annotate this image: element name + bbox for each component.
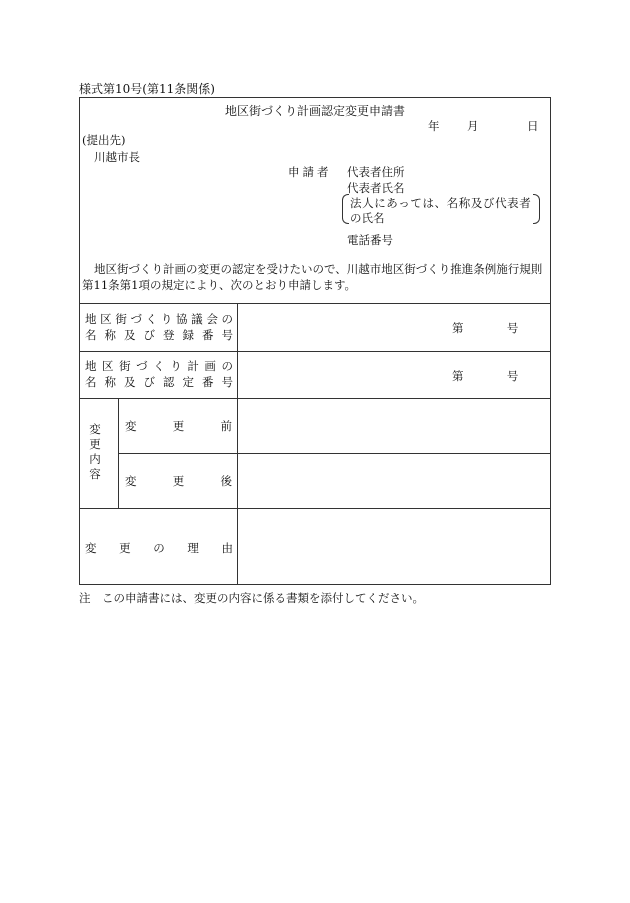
date-day-label: 日: [527, 119, 539, 133]
corporation-note-line1: 法人にあっては、名称及び代表者: [350, 196, 532, 210]
application-statement: 地区街づくり計画の変更の認定を受けたいので、川越市地区街づくり推進条例施行規則第11条第1項の規定により、次のとおり申請します。: [82, 262, 543, 292]
after-change-field[interactable]: [238, 454, 550, 508]
left-bracket: [342, 194, 349, 224]
number-prefix: 第: [452, 321, 464, 335]
application-form: [79, 97, 551, 585]
date-year-label: 年: [428, 119, 440, 133]
plan-label-line1: 地区街づくり計画の: [85, 359, 233, 373]
form-number-label: 様式第10号(第11条関係): [79, 82, 215, 96]
plan-name-label: [85, 358, 233, 390]
number-suffix: 号: [506, 369, 519, 383]
change-reason-label: 変更の理由: [85, 541, 233, 555]
association-name-label: [85, 311, 233, 343]
form-title: 地区街づくり計画認定変更申請書: [224, 104, 405, 118]
addressee-label: (提出先): [82, 133, 126, 147]
representative-name-label: 代表者氏名: [347, 181, 405, 195]
change-content-char: 容: [89, 467, 101, 481]
table-top-border: [80, 303, 550, 304]
right-bracket: [533, 194, 540, 224]
phone-label: 電話番号: [347, 233, 393, 247]
change-reason-field[interactable]: [238, 509, 550, 584]
change-content-char: 変: [89, 422, 101, 436]
addressee-name: 川越市長: [94, 150, 140, 164]
footnote: 注 この申請書には、変更の内容に係る書類を添付してください。: [79, 591, 424, 605]
corporation-note-bracket: [342, 194, 540, 224]
row-divider: [80, 351, 550, 352]
representative-address-label: 代表者住所: [347, 165, 405, 179]
association-label-line1: 地区街づくり協議会の: [85, 312, 233, 326]
change-content-char: 内: [89, 452, 101, 466]
corporation-note-line2: の氏名: [350, 211, 385, 225]
before-change-field[interactable]: [238, 399, 550, 453]
applicant-label: 申請者: [288, 165, 332, 179]
certification-number-field[interactable]: [452, 368, 518, 384]
after-change-label: 変更後: [125, 474, 232, 488]
number-suffix: 号: [506, 321, 519, 335]
plan-label-line2: 名称及び認定番号: [85, 375, 233, 389]
date-month-label: 月: [467, 119, 479, 133]
change-content-char: 更: [89, 437, 101, 451]
change-content-label: [88, 422, 102, 482]
association-label-line2: 名称及び登録番号: [85, 328, 233, 342]
column-divider: [118, 398, 119, 508]
before-change-label: 変更前: [125, 419, 232, 433]
registration-number-field[interactable]: [452, 320, 518, 336]
number-prefix: 第: [452, 369, 464, 383]
